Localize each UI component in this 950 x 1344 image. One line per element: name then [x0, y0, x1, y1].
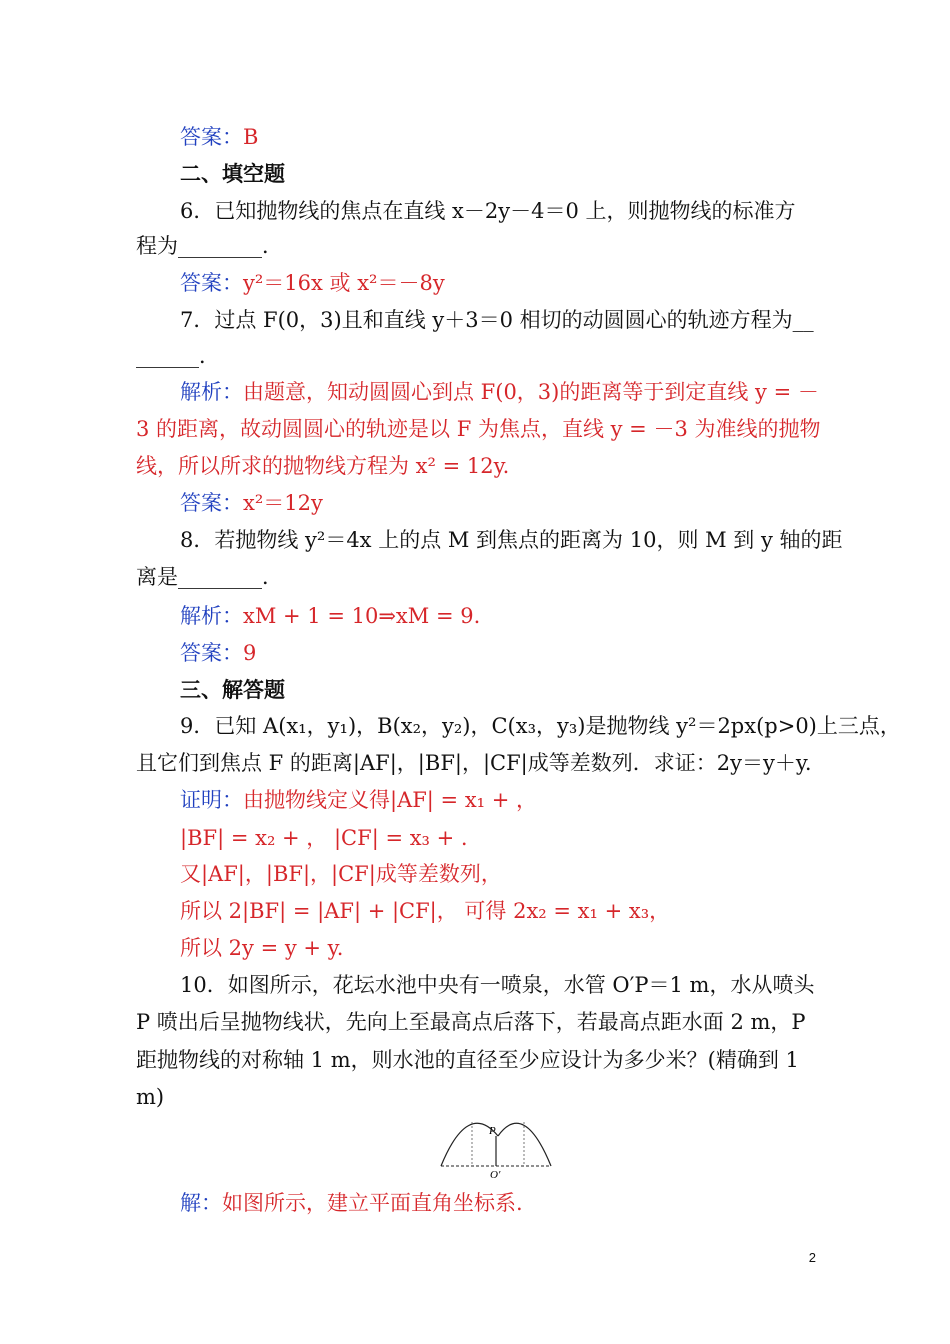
section-heading: 三、解答题 — [180, 677, 285, 702]
analysis-text: 线，所以所求的抛物线方程为 x² = 12y. — [136, 454, 510, 478]
answer-label: 答案： — [180, 641, 243, 665]
solution-line — [180, 1188, 523, 1218]
answer-label: 答案： — [180, 271, 243, 295]
label-p: P — [489, 1125, 496, 1137]
analysis-line — [180, 601, 480, 631]
proof-text: 所以 2y = y + y. — [180, 936, 344, 960]
analysis-text: 3 的距离，故动圆圆心的轨迹是以 F 为焦点，直线 y = －3 为准线的抛物 — [136, 417, 821, 441]
question-text: 离是________． — [136, 565, 283, 589]
proof-label: 证明： — [180, 788, 243, 812]
fountain-figure — [438, 1118, 554, 1180]
solution-label: 解： — [180, 1191, 222, 1215]
analysis-label: 解析： — [180, 604, 243, 628]
page-number: 2 — [808, 1250, 816, 1265]
answer-line — [180, 268, 445, 298]
question-text: 8．若抛物线 y²＝4x 上的点 M 到焦点的距离为 10，则 M 到 y 轴的距 — [180, 528, 843, 552]
question-text: 且它们到焦点 F 的距离|AF|，|BF|，|CF|成等差数列．求证：2y＝y＋y. — [136, 751, 812, 775]
proof-text: 所以 2|BF| = |AF| + |CF|， 可得 2x₂ = x₁ + x₃， — [180, 899, 671, 923]
question-text: P 喷出后呈抛物线状，先向上至最高点后落下，若最高点距水面 2 m，P — [136, 1010, 806, 1034]
question-text: 程为________． — [136, 234, 283, 258]
answer-label: 答案： — [180, 491, 243, 515]
analysis-text: xM + 1 = 10⇒xM = 9. — [243, 604, 481, 628]
question-text: 距抛物线的对称轴 1 m，则水池的直径至少应设计为多少米？(精确到 1 — [136, 1048, 799, 1072]
question-text: 7．过点 F(0，3)且和直线 y＋3＝0 相切的动圆圆心的轨迹方程为__ — [180, 308, 814, 332]
proof-text: |BF| = x₂ + ， |CF| = x₃ + . — [180, 826, 468, 850]
answer-text: B — [243, 125, 259, 149]
answer-line — [180, 122, 258, 152]
proof-line — [180, 785, 537, 815]
answer-line — [180, 638, 256, 668]
answer-label: 答案： — [180, 125, 243, 149]
analysis-text: 由题意，知动圆圆心到点 F(0，3)的距离等于到定直线 y = － — [243, 380, 819, 404]
answer-text: x²＝12y — [243, 491, 323, 515]
question-text: ______． — [136, 344, 220, 368]
section-heading: 二、填空题 — [180, 161, 285, 186]
proof-text: 又|AF|，|BF|，|CF|成等差数列， — [180, 862, 502, 886]
question-text: m) — [136, 1085, 165, 1109]
proof-text: 由抛物线定义得|AF| = x₁ + ， — [243, 788, 538, 812]
question-text: 9．已知 A(x₁，y₁)，B(x₂，y₂)，C(x₃，y₃)是抛物线 y²＝2px(p>0)上三点， — [180, 714, 901, 738]
analysis-label: 解析： — [180, 380, 243, 404]
right-parabola — [498, 1123, 551, 1166]
answer-text: y²＝16x 或 x²＝－8y — [243, 271, 445, 295]
question-text: 6．已知抛物线的焦点在直线 x－2y－4＝0 上，则抛物线的标准方 — [180, 199, 796, 223]
label-o: O′ — [490, 1169, 501, 1180]
answer-line — [180, 488, 323, 518]
solution-text: 如图所示，建立平面直角坐标系. — [222, 1191, 523, 1215]
analysis-line — [180, 377, 819, 407]
answer-text: 9 — [243, 641, 257, 665]
question-text: 10．如图所示，花坛水池中央有一喷泉，水管 O′P＝1 m，水从喷头 — [180, 973, 815, 997]
